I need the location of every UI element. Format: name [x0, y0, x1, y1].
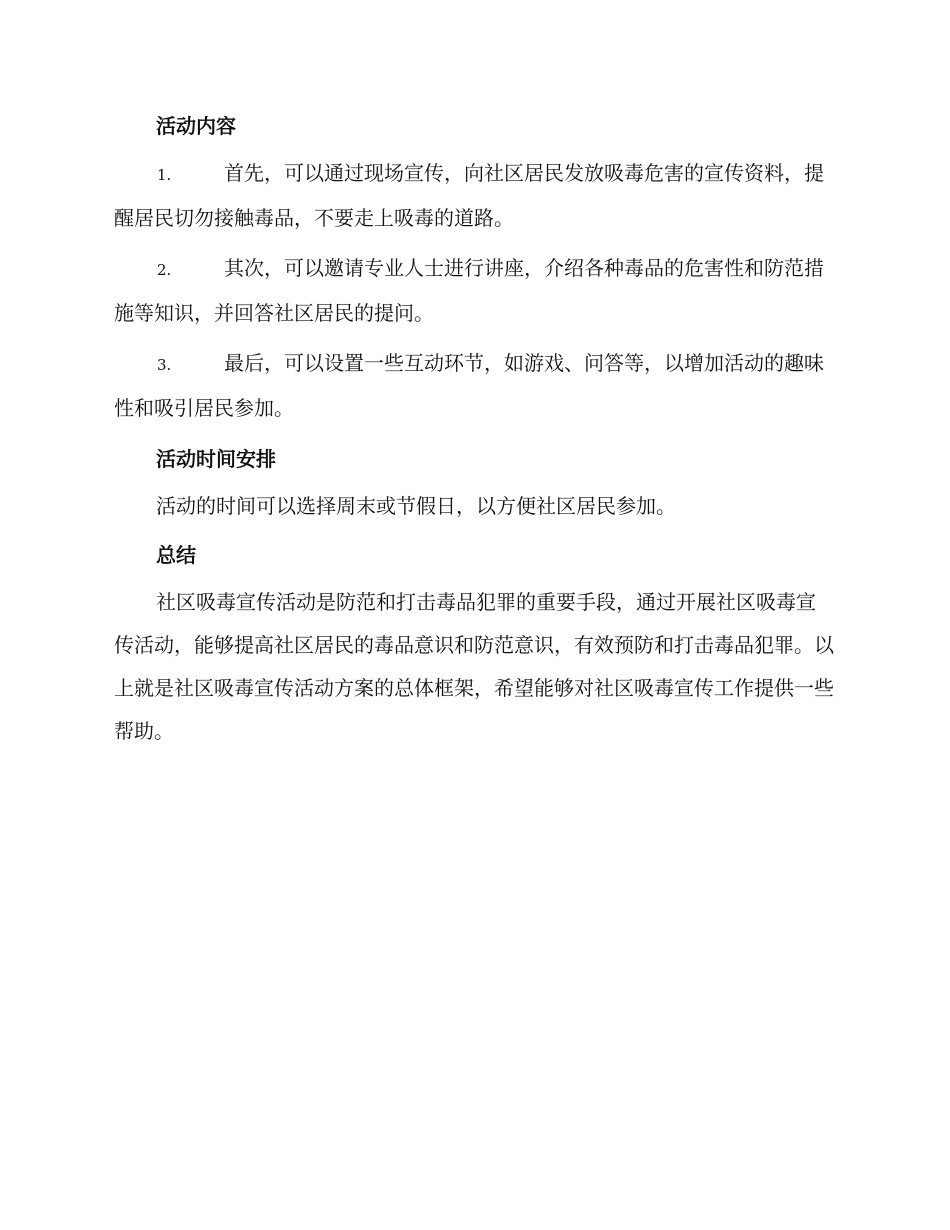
list-item	[114, 342, 834, 430]
summary-paragraph: 社区吸毒宣传活动是防范和打击毒品犯罪的重要手段，通过开展社区吸毒宣传活动，能够提高社区居民的毒品意识和防范意识，有效预防和打击毒品犯罪。以上就是社区吸毒宣传活动方案的总体框架，希望能够对社区吸毒宣传工作提供一些帮助。	[114, 590, 834, 743]
list-item-text: 首先，可以通过现场宣传，向社区居民发放吸毒危害的宣传资料，提醒居民切勿接触毒品，不要走上吸毒的道路。	[114, 161, 824, 230]
list-item-number: 3.	[157, 356, 172, 374]
schedule-paragraph: 活动的时间可以选择周末或节假日，以方便社区居民参加。	[156, 494, 676, 518]
document-body	[114, 104, 834, 758]
list-item	[114, 152, 834, 240]
section-heading-activity-content: 活动内容	[156, 114, 236, 138]
list-item-text: 最后，可以设置一些互动环节，如游戏、问答等，以增加活动的趣味性和吸引居民参加。	[114, 351, 824, 420]
list-item-text: 其次，可以邀请专业人士进行讲座，介绍各种毒品的危害性和防范措施等知识，并回答社区居民的提问。	[114, 256, 824, 325]
list-item	[114, 247, 834, 335]
list-item-number: 2.	[157, 261, 172, 279]
section-heading-schedule: 活动时间安排	[156, 447, 276, 471]
section-heading-summary: 总结	[156, 543, 196, 567]
list-item-number: 1.	[157, 166, 172, 184]
